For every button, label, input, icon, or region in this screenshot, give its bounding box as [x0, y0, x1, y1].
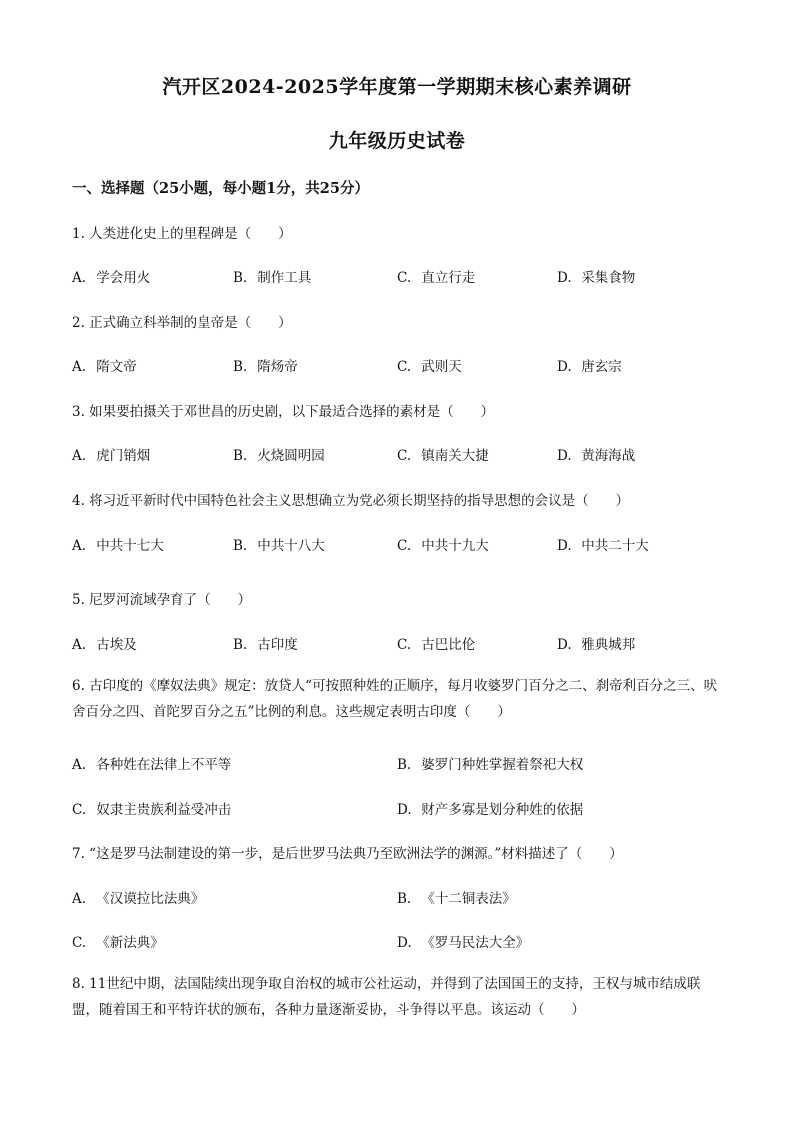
question-3-option-d: D. 黄海海战	[557, 448, 636, 464]
question-6-option-b: B. 婆罗门种姓掌握着祭祀大权	[397, 757, 584, 773]
question-5-option-c: C. 古巴比伦	[397, 637, 476, 653]
question-3-option-b: B. 火烧圆明园	[233, 448, 325, 464]
question-6-option-a: A. 各种姓在法律上不平等	[72, 757, 232, 773]
question-3-option-c: C. 镇南关大捷	[397, 448, 489, 464]
question-7-option-d: D. 《罗马民法大全》	[397, 935, 530, 951]
question-4-option-a: A. 中共十七大	[72, 538, 164, 554]
exam-subtitle: 九年级历史试卷	[328, 130, 466, 152]
question-2-option-b: B. 隋炀帝	[233, 359, 298, 375]
question-7-option-b: B. 《十二铜表法》	[397, 891, 516, 907]
question-5-option-b: B. 古印度	[233, 637, 298, 653]
question-4-option-c: C. 中共十九大	[397, 538, 489, 554]
question-1-option-d: D. 采集食物	[557, 270, 636, 286]
question-6-option-c: C. 奴隶主贵族利益受冲击	[72, 802, 232, 818]
question-2-option-c: C. 武则天	[397, 359, 462, 375]
question-4-option-d: D. 中共二十大	[557, 538, 649, 554]
question-1-option-a: A. 学会用火	[72, 270, 151, 286]
question-6-option-d: D. 财产多寡是划分种姓的依据	[397, 802, 584, 818]
question-1-option-b: B. 制作工具	[233, 270, 312, 286]
question-1-stem: 1. 人类进化史上的里程碑是（ ）	[72, 226, 292, 242]
section-heading: 一、选择题（25小题，每小题1分，共25分）	[72, 180, 369, 197]
question-8-stem: 8. 11世纪中期，法国陆续出现争取自治权的城市公社运动，并得到了法国国王的支持，王权与城市结成联盟，随着国王和平特许状的颁布，各种力量逐渐妥协，斗争得以平息。该运动（ ）	[72, 976, 701, 1018]
question-7-option-a: A. 《汉谟拉比法典》	[72, 891, 205, 907]
question-2-option-d: D. 唐玄宗	[557, 359, 622, 375]
question-4-option-b: B. 中共十八大	[233, 538, 325, 554]
question-2-option-a: A. 隋文帝	[72, 359, 137, 375]
question-7-stem: 7. “这是罗马法制建设的第一步，是后世罗马法典乃至欧洲法学的渊源。”材料描述了（ ）	[72, 846, 623, 862]
question-5-option-d: D. 雅典城邦	[557, 637, 636, 653]
question-7-option-c: C. 《新法典》	[72, 935, 164, 951]
question-5-stem: 5. 尼罗河流域孕育了（ ）	[72, 592, 252, 608]
question-6-stem: 6. 古印度的《摩奴法典》规定：放贷人“可按照种姓的正顺序，每月收婆罗门百分之二、刹帝利百分之三、吠舍百分之四、首陀罗百分之五”比例的利息。这些规定表明古印度（ ）	[72, 678, 718, 720]
exam-title: 汽开区2024-2025学年度第一学期期末核心素养调研	[162, 76, 632, 98]
question-2-stem: 2. 正式确立科举制的皇帝是（ ）	[72, 315, 292, 331]
question-3-option-a: A. 虎门销烟	[72, 448, 151, 464]
question-4-stem: 4. 将习近平新时代中国特色社会主义思想确立为党必须长期坚持的指导思想的会议是（ ）	[72, 493, 630, 509]
question-5-option-a: A. 古埃及	[72, 637, 137, 653]
question-1-option-c: C. 直立行走	[397, 270, 476, 286]
question-3-stem: 3. 如果要拍摄关于邓世昌的历史剧，以下最适合选择的素材是（ ）	[72, 404, 495, 420]
